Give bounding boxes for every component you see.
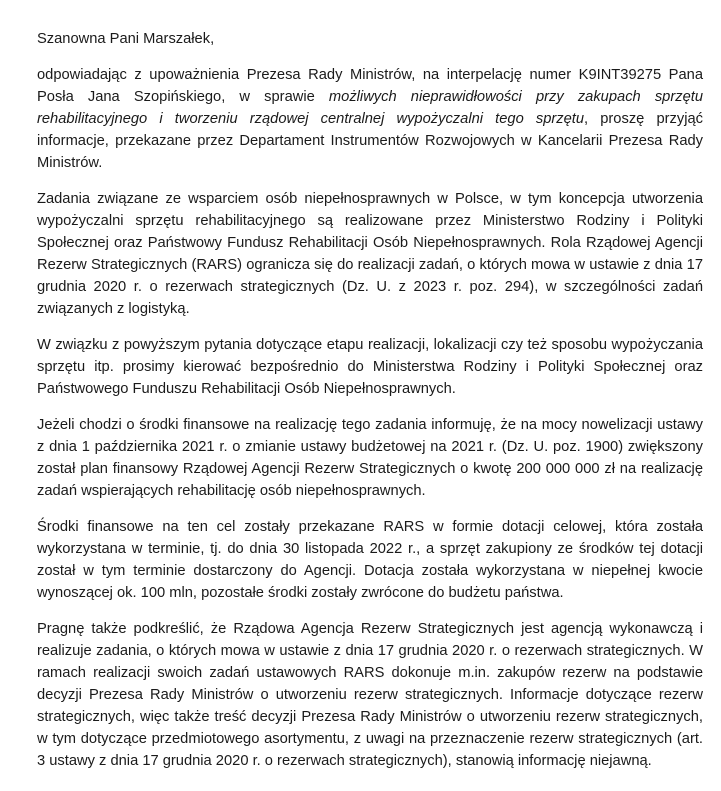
paragraph <box>37 334 703 400</box>
text-segment: W związku z powyższym pytania dotyczące etapu realizacji, lokalizacji czy też sposobu wypożyczania sprzętu itp. prosimy kierować bezpośrednio do Ministerstwa Rodziny i Polityki Społecznej oraz Państwowego Funduszu Rehabilitacji Osób Niepełnosprawnych. <box>37 337 703 397</box>
text-segment: Pragnę także podkreślić, że Rządowa Agencja Rezerw Strategicznych jest agencją wykonawczą i realizuje zadania, o których mowa w ustawie z dnia 17 grudnia 2020 r. o rezerwach strategicznych. W ramach realizacji swoich zadań ustawowych RARS dokonuje m.in. zakupów rezerw na podstawie decyzji Prezesa Rady Ministrów o utworzeniu rezerw strategicznych. Informacje dotyczące rezerw strategicznych, więc także treść decyzji Prezesa Rady Ministrów o utworzeniu rezerw strategicznych, w tym dotyczące przedmiotowego asortymentu, z uwagi na przeznaczenie rezerw strategicznych (art. 3 ustawy z dnia 17 grudnia 2020 r. o rezerwach strategicznych), stanowią informację niejawną. <box>37 621 703 769</box>
text-segment: Zadania związane ze wsparciem osób niepełnosprawnych w Polsce, w tym koncepcja utworzenia wypożyczalni sprzętu rehabilitacyjnego są realizowane przez Ministerstwo Rodziny i Polityki Społecznej oraz Państwowy Fundusz Rehabilitacji Osób Niepełnosprawnych. Rola Rządowej Agencji Rezerw Strategicznych (RARS) ogranicza się do realizacji zadań, o których mowa w ustawie z dnia 17 grudnia 2020 r. o rezerwach strategicznych (Dz. U. z 2023 r. poz. 294), w szczególności zadań związanych z logistyką. <box>37 191 703 317</box>
text-segment: Jeżeli chodzi o środki finansowe na realizację tego zadania informuję, że na mocy nowelizacji ustawy z dnia 1 października 2021 r. o zmianie ustawy budżetowej na 2021 r. (Dz. U. poz. 1900) zwiększony został plan finansowy Rządowej Agencji Rezerw Strategicznych o kwotę 200 000 000 zł na realizację zadań wspierających rehabilitację osób niepełnosprawnych. <box>37 417 703 499</box>
paragraph <box>37 414 703 502</box>
text-segment: Środki finansowe na ten cel zostały przekazane RARS w formie dotacji celowej, która została wykorzystana w terminie, tj. do dnia 30 listopada 2022 r., a sprzęt zakupiony ze środków tej dotacji został w tym terminie dostarczony do Agencji. Dotacja została wykorzystana w niepełnej kwocie wynoszącej ok. 100 mln, pozostałe środki zostały zwrócone do budżetu państwa. <box>37 519 703 601</box>
paragraph <box>37 516 703 604</box>
paragraph <box>37 618 703 772</box>
salutation: Szanowna Pani Marszałek, <box>37 31 215 47</box>
paragraph <box>37 64 703 174</box>
text-segment: odpowiadając z upoważnienia Prezesa Rady Ministrów, na interpelację numer K9INT39275 Pana Posła Jana Szopińskiego, w sprawie <box>37 67 703 105</box>
text-segment: , proszę przyjąć informacje, przekazane przez Departament Instrumentów Rozwojowych w Kancelarii Prezesa Rady Ministrów. <box>37 111 703 171</box>
emphasized-text-segment: możliwych nieprawidłowości przy zakupach sprzętu rehabilitacyjnego i tworzeniu rządowej centralnej wypożyczalni tego sprzętu <box>37 89 703 127</box>
letter-body <box>37 64 703 772</box>
paragraph <box>37 188 703 320</box>
